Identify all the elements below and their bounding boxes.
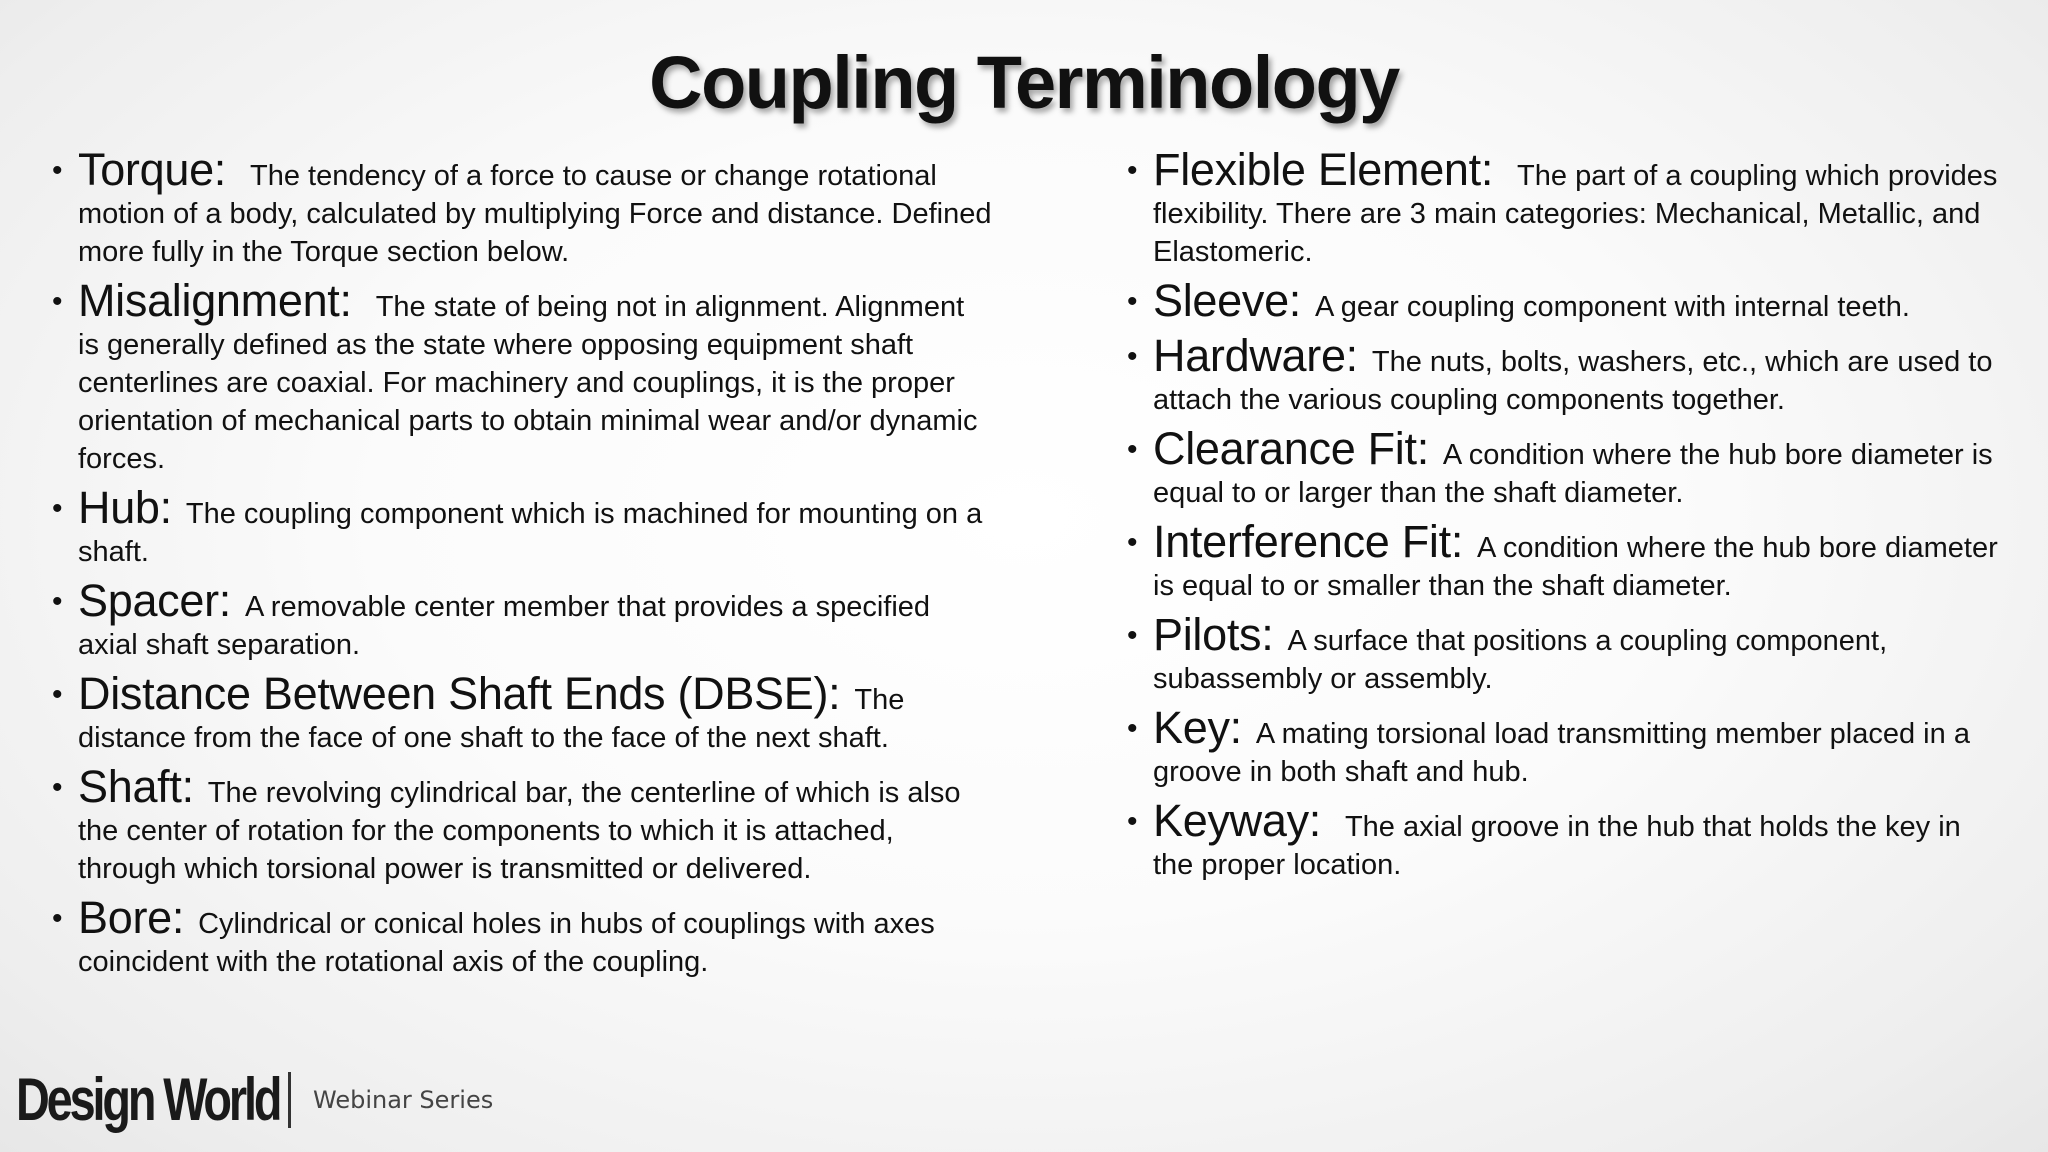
term-item-hub: [52, 482, 992, 571]
term-name: Hub:: [78, 482, 172, 533]
term-definition: The revolving cylindrical bar, the centerline of which is also the center of rotation for the components to which it is attached, through which torsional power is transmitted or delivered.: [78, 777, 961, 885]
term-definition: The coupling component which is machined for mounting on a shaft.: [78, 498, 983, 568]
term-definition: A gear coupling component with internal teeth.: [1315, 291, 1910, 323]
term-item-key: [1127, 702, 2007, 791]
term-name: Key:: [1153, 702, 1242, 753]
bullet-icon: •: [52, 585, 63, 618]
term-name: Shaft:: [78, 761, 194, 812]
bullet-icon: •: [52, 154, 63, 187]
term-item-sleeve: [1127, 275, 2007, 326]
term-name: Hardware:: [1153, 330, 1358, 381]
term-definition: The distance from the face of one shaft to the face of the next shaft.: [78, 684, 905, 754]
term-item-bore: [52, 892, 992, 981]
bullet-icon: •: [1127, 805, 1138, 838]
term-name: Bore:: [78, 892, 185, 943]
slide-title: Coupling Terminology: [649, 41, 1399, 124]
term-item-interference-fit: [1127, 516, 2007, 605]
term-name: Spacer:: [78, 575, 231, 626]
design-world-logo: Design World: [16, 1066, 280, 1133]
bullet-icon: •: [52, 678, 63, 711]
term-definition: A removable center member that provides a specified axial shaft separation.: [78, 591, 931, 661]
term-item-shaft: [52, 761, 992, 888]
term-definition: A mating torsional load transmitting member placed in a groove in both shaft and hub.: [1153, 718, 1970, 788]
term-definition: The nuts, bolts, washers, etc., which are used to attach the various coupling components together.: [1153, 346, 1993, 416]
term-item-flexible-element: [1127, 144, 2007, 271]
webinar-series-label: Webinar Series: [313, 1085, 494, 1114]
term-item-misalignment: [52, 275, 992, 478]
term-definition: Cylindrical or conical holes in hubs of couplings with axes coincident with the rotational axis of the coupling.: [78, 908, 935, 978]
term-definition: The state of being not in alignment. Alignment is generally defined as the state where opposing equipment shaft centerlines are coaxial. For machinery and couplings, it is the proper orientation of mechanical parts to obtain minimal wear and/or dynamic forces.: [78, 291, 978, 475]
term-item-dbse: [52, 668, 992, 757]
term-definition: The tendency of a force to cause or change rotational motion of a body, calculated by multiplying Force and distance. Defined more fully in the Torque section below.: [78, 160, 992, 268]
term-item-keyway: [1127, 795, 2007, 884]
bullet-icon: •: [1127, 154, 1138, 187]
bullet-icon: •: [52, 902, 63, 935]
bullet-icon: •: [52, 285, 63, 318]
term-definition: A condition where the hub bore diameter is equal to or smaller than the shaft diameter.: [1153, 532, 1998, 602]
term-name: Clearance Fit:: [1153, 423, 1429, 474]
bullet-icon: •: [52, 771, 63, 804]
brand-divider: [288, 1072, 291, 1128]
term-name: Interference Fit:: [1153, 516, 1464, 567]
term-definition: A condition where the hub bore diameter is equal to or larger than the shaft diameter.: [1153, 439, 1993, 509]
bullet-icon: •: [1127, 340, 1138, 373]
term-name: Sleeve:: [1153, 275, 1301, 326]
bullet-icon: •: [1127, 619, 1138, 652]
term-item-hardware: [1127, 330, 2007, 419]
term-name: Torque:: [78, 144, 226, 195]
term-definition: The axial groove in the hub that holds the key in the proper location.: [1153, 811, 1961, 881]
term-item-spacer: [52, 575, 992, 664]
term-definition: A surface that positions a coupling component, subassembly or assembly.: [1153, 625, 1888, 695]
bullet-icon: •: [1127, 526, 1138, 559]
term-item-torque: [52, 144, 992, 271]
term-name: Keyway:: [1153, 795, 1321, 846]
term-name: Pilots:: [1153, 609, 1274, 660]
bullet-icon: •: [1127, 712, 1138, 745]
footer-branding: [16, 1065, 493, 1134]
bullet-icon: •: [52, 492, 63, 525]
bullet-icon: •: [1127, 285, 1138, 318]
term-definition: The part of a coupling which provides flexibility. There are 3 main categories: Mechanical, Metallic, and Elastomeric.: [1153, 160, 1998, 268]
term-item-pilots: [1127, 609, 2007, 698]
term-item-clearance-fit: [1127, 423, 2007, 512]
bullet-icon: •: [1127, 433, 1138, 466]
term-name: Distance Between Shaft Ends (DBSE):: [78, 668, 841, 719]
term-name: Misalignment:: [78, 275, 352, 326]
right-terms-column: [1127, 144, 2007, 894]
left-terms-column: [52, 144, 992, 991]
term-name: Flexible Element:: [1153, 144, 1494, 195]
